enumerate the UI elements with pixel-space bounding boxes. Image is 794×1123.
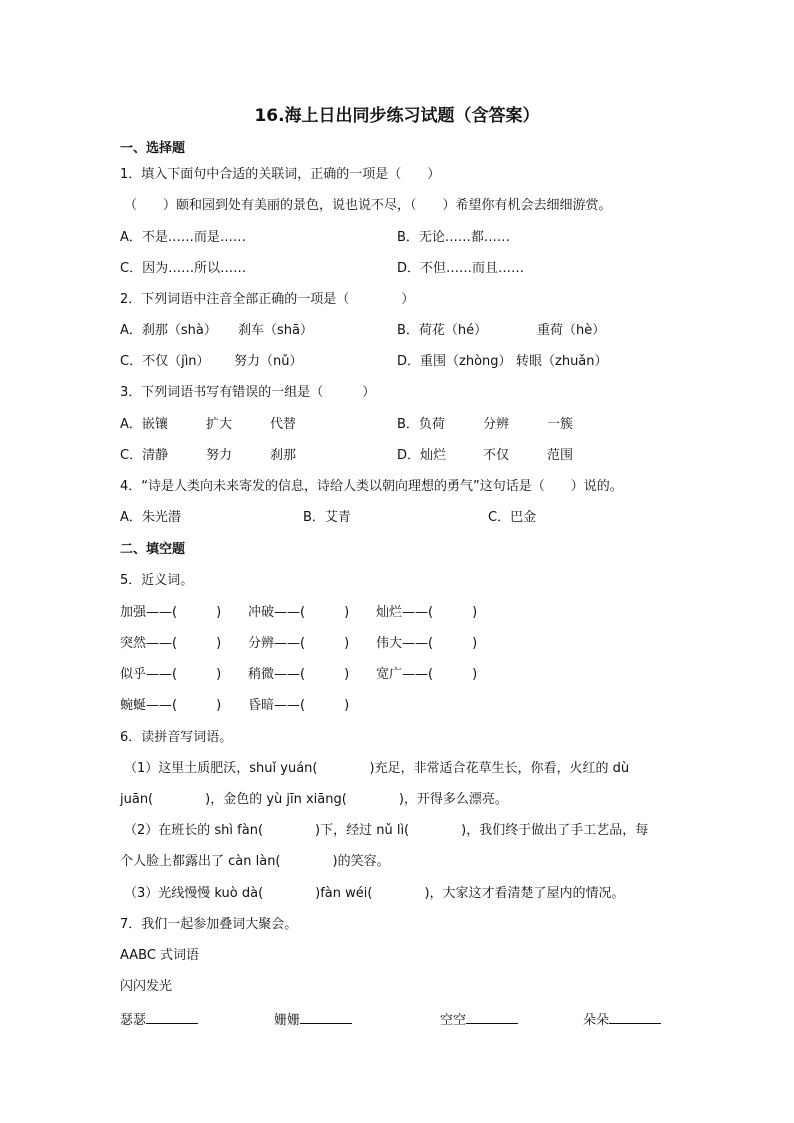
q2-option-a: A．刹那（shà） <box>120 323 217 338</box>
q7-item <box>440 1010 518 1030</box>
q4-option-a: A．朱光潜 <box>120 510 181 525</box>
q7-item <box>583 1010 661 1030</box>
q2-option-b: B．荷花（hé） <box>397 323 488 338</box>
q4-option-c: C．巴金 <box>488 510 537 525</box>
q1-sentence: （ ）颐和园到处有美丽的景色，说也说不尽，（ ）希望你有机会去细细游赏。 <box>124 198 612 213</box>
q7-item-word: 瑟瑟 <box>120 1013 147 1028</box>
q3-c-word2: 努力 <box>206 448 233 463</box>
q7-item-word: 姗姗 <box>274 1013 301 1028</box>
q6-stem: 6．读拼音写词语。 <box>120 730 233 745</box>
q3-d-word3: 范围 <box>547 448 574 463</box>
q3-c-word3: 刹那 <box>270 448 297 463</box>
section-heading-choice: 一、选择题 <box>120 141 186 156</box>
q2-option-d-word2: 转眼（zhuǎn） <box>516 354 608 369</box>
q4-stem: 4．“诗是人类向未来寄发的信息，诗给人类以朝向理想的勇气”这句话是（ ）说的。 <box>120 479 623 494</box>
q1-stem: 1．填入下面句中合适的关联词，正确的一项是（ ） <box>120 167 441 182</box>
q2-option-c-word2: 努力（nǔ） <box>234 354 303 369</box>
q3-stem: 3．下列词语书写有错误的一组是（ ） <box>120 385 376 400</box>
q3-a-word1: A．嵌镶 <box>120 417 168 432</box>
q7-example: 闪闪发光 <box>120 979 173 994</box>
q6-line: （3）光线慢慢 kuò dà( )fàn wéi( )，大家这才看清楚了屋内的情况。 <box>124 886 625 901</box>
q7-item <box>120 1010 198 1030</box>
section-heading-fill: 二、填空题 <box>120 542 186 557</box>
q5-item: 伟大——( ) <box>376 636 478 651</box>
q7-item <box>274 1010 352 1030</box>
q2-option-b-word2: 重荷（hè） <box>537 323 606 338</box>
q3-b-word3: 一簇 <box>547 417 574 432</box>
answer-blank[interactable] <box>609 1010 661 1024</box>
q2-option-d: D．重围（zhòng） <box>397 354 512 369</box>
q5-stem: 5．近义词。 <box>120 573 194 588</box>
q5-item: 宽广——( ) <box>376 667 478 682</box>
q5-item: 灿烂——( ) <box>376 605 478 620</box>
q1-option-a: A．不是……而是…… <box>120 230 246 245</box>
q3-d-word1: D．灿烂 <box>397 448 447 463</box>
q5-item: 蜿蜒——( ) <box>120 698 222 713</box>
q7-type-label: AABC 式词语 <box>120 948 200 963</box>
q3-d-word2: 不仅 <box>483 448 510 463</box>
q3-b-word1: B．负荷 <box>397 417 445 432</box>
q5-item: 突然——( ) <box>120 636 222 651</box>
q5-item: 昏暗——( ) <box>248 698 350 713</box>
q4-option-b: B．艾青 <box>303 510 351 525</box>
q3-a-word2: 扩大 <box>206 417 233 432</box>
q6-line: （2）在班长的 shì fàn( )下，经过 nǔ lì( )，我们终于做出了手工艺品，每 <box>124 823 649 838</box>
q6-line: 个人脸上都露出了 càn làn( )的笑容。 <box>120 854 390 869</box>
answer-blank[interactable] <box>146 1010 198 1024</box>
q1-option-c: C．因为……所以…… <box>120 261 247 276</box>
q5-item: 分辨——( ) <box>248 636 350 651</box>
q3-c-word1: C．清静 <box>120 448 169 463</box>
q6-line: （1）这里土质肥沃，shuǐ yuán( )充足，非常适合花草生长，你看，火红的 dù <box>124 761 630 776</box>
q7-stem: 7．我们一起参加叠词大聚会。 <box>120 917 298 932</box>
answer-blank[interactable] <box>300 1010 352 1024</box>
answer-blank[interactable] <box>466 1010 518 1024</box>
q5-item: 加强——( ) <box>120 605 222 620</box>
q2-option-a-word2: 刹车（shā） <box>238 323 313 338</box>
q5-item: 冲破——( ) <box>248 605 350 620</box>
q5-item: 稍微——( ) <box>248 667 350 682</box>
q3-a-word3: 代替 <box>270 417 297 432</box>
q5-item: 似乎——( ) <box>120 667 222 682</box>
q3-b-word2: 分辨 <box>483 417 510 432</box>
q2-stem: 2．下列词语中注音全部正确的一项是（ ） <box>120 292 415 307</box>
q6-line: juān( )，金色的 yù jīn xiāng( )，开得多么漂亮。 <box>120 792 508 807</box>
q1-option-d: D．不但……而且…… <box>397 261 525 276</box>
document-title: 16.海上日出同步练习试题（含答案） <box>254 106 540 126</box>
q2-option-c: C．不仅（jìn） <box>120 354 210 369</box>
q1-option-b: B．无论……都…… <box>397 230 510 245</box>
q7-item-word: 朵朵 <box>583 1013 610 1028</box>
q7-item-word: 空空 <box>440 1013 467 1028</box>
